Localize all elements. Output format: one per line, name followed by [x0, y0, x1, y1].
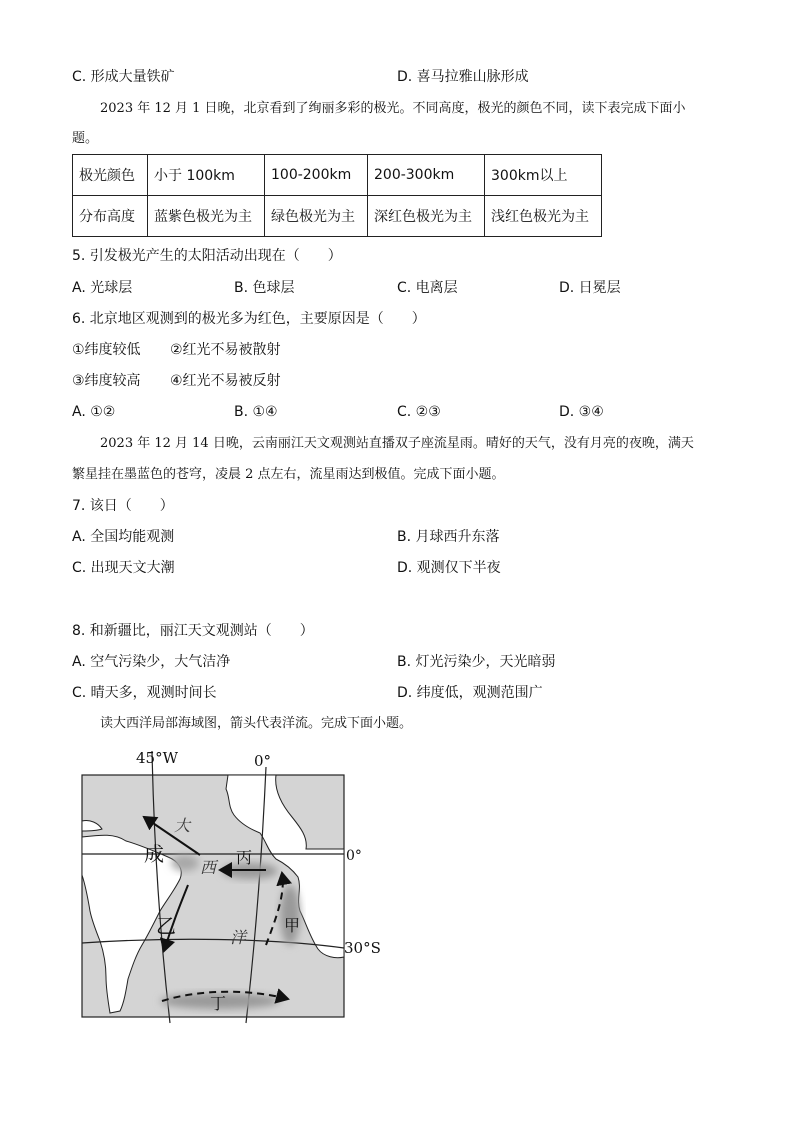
q5-stem: 5. 引发极光产生的太阳活动出现在（ ）: [72, 248, 342, 264]
table-cell: 分布高度: [73, 196, 148, 237]
atlantic-map: [70, 745, 390, 1025]
q6-option-b: B. ①④: [234, 404, 278, 420]
table-cell: 小于 100km: [148, 155, 265, 196]
aurora-table: [72, 154, 602, 237]
table-cell: 深红色极光为主: [368, 196, 485, 237]
ocean-char-xi: 西: [200, 858, 217, 877]
q6-option-c: C. ②③: [397, 404, 441, 420]
table-cell: 200-300km: [368, 155, 485, 196]
q7-option-b: B. 月球西升东落: [397, 529, 500, 545]
passage2-line2: 繁星挂在墨蓝色的苍穹，凌晨 2 点左右，流星雨达到极值。完成下面小题。: [72, 467, 505, 482]
q6-option-a: A. ①②: [72, 404, 116, 420]
letter-ding: 丁: [210, 994, 227, 1013]
q4-option-c: C. 形成大量铁矿: [72, 69, 175, 85]
table-cell: 极光颜色: [73, 155, 148, 196]
q4-option-d: D. 喜马拉雅山脉形成: [397, 69, 529, 85]
q7-stem: 7. 该日（ ）: [72, 498, 174, 514]
q5-option-d: D. 日冕层: [559, 280, 621, 296]
ocean-char-da: 大: [174, 816, 191, 835]
q8-stem: 8. 和新疆比，丽江天文观测站（ ）: [72, 623, 314, 639]
q6-option-d: D. ③④: [559, 404, 604, 420]
table-cell: 100-200km: [265, 155, 368, 196]
passage1-line1: 2023 年 12 月 1 日晚，北京看到了绚丽多彩的极光。不同高度，极光的颜色不同，读下表完成下面小: [100, 101, 686, 116]
q8-option-b: B. 灯光污染少，天光暗弱: [397, 654, 556, 670]
table-row: [73, 155, 602, 196]
passage2-line1: 2023 年 12 月 14 日晚，云南丽江天文观测站直播双子座流星雨。晴好的天气，没有月亮的夜晚，满天: [100, 436, 694, 451]
table-row: [73, 196, 602, 237]
q6-choice-2: ②红光不易被散射: [170, 342, 281, 358]
q6-choice-4: ④红光不易被反射: [170, 373, 281, 389]
label-45w: 45°W: [136, 749, 179, 767]
q6-choice-1: ①纬度较低: [72, 342, 141, 358]
table-cell: 蓝紫色极光为主: [148, 196, 265, 237]
ocean-char-yang: 洋: [230, 928, 247, 947]
table-cell: 浅红色极光为主: [485, 196, 602, 237]
letter-bing: 丙: [236, 848, 253, 867]
table-cell: 绿色极光为主: [265, 196, 368, 237]
q8-option-c: C. 晴天多，观测时间长: [72, 685, 217, 701]
q7-option-a: A. 全国均能观测: [72, 529, 175, 545]
q8-option-a: A. 空气污染少，大气洁净: [72, 654, 231, 670]
label-lon-0: 0°: [254, 752, 272, 770]
passage1-line2: 题。: [72, 131, 99, 146]
label-lat-0: 0°: [346, 848, 362, 864]
q7-option-d: D. 观测仅下半夜: [397, 560, 501, 576]
letter-jia: 甲: [284, 916, 301, 935]
q8-option-d: D. 纬度低，观测范围广: [397, 685, 543, 701]
q7-option-c: C. 出现天文大潮: [72, 560, 175, 576]
table-cell: 300km以上: [485, 155, 602, 196]
q5-option-b: B. 色球层: [234, 280, 295, 296]
q6-stem: 6. 北京地区观测到的极光多为红色，主要原因是（ ）: [72, 311, 426, 327]
q5-option-a: A. 光球层: [72, 280, 133, 296]
letter-cheng: 成: [144, 842, 164, 866]
passage3: 读大西洋局部海域图，箭头代表洋流。完成下面小题。: [100, 716, 413, 731]
q6-choice-3: ③纬度较高: [72, 373, 141, 389]
letter-yi: 乙: [156, 914, 176, 938]
label-30s: 30°S: [344, 939, 381, 957]
q5-option-c: C. 电离层: [397, 280, 458, 296]
